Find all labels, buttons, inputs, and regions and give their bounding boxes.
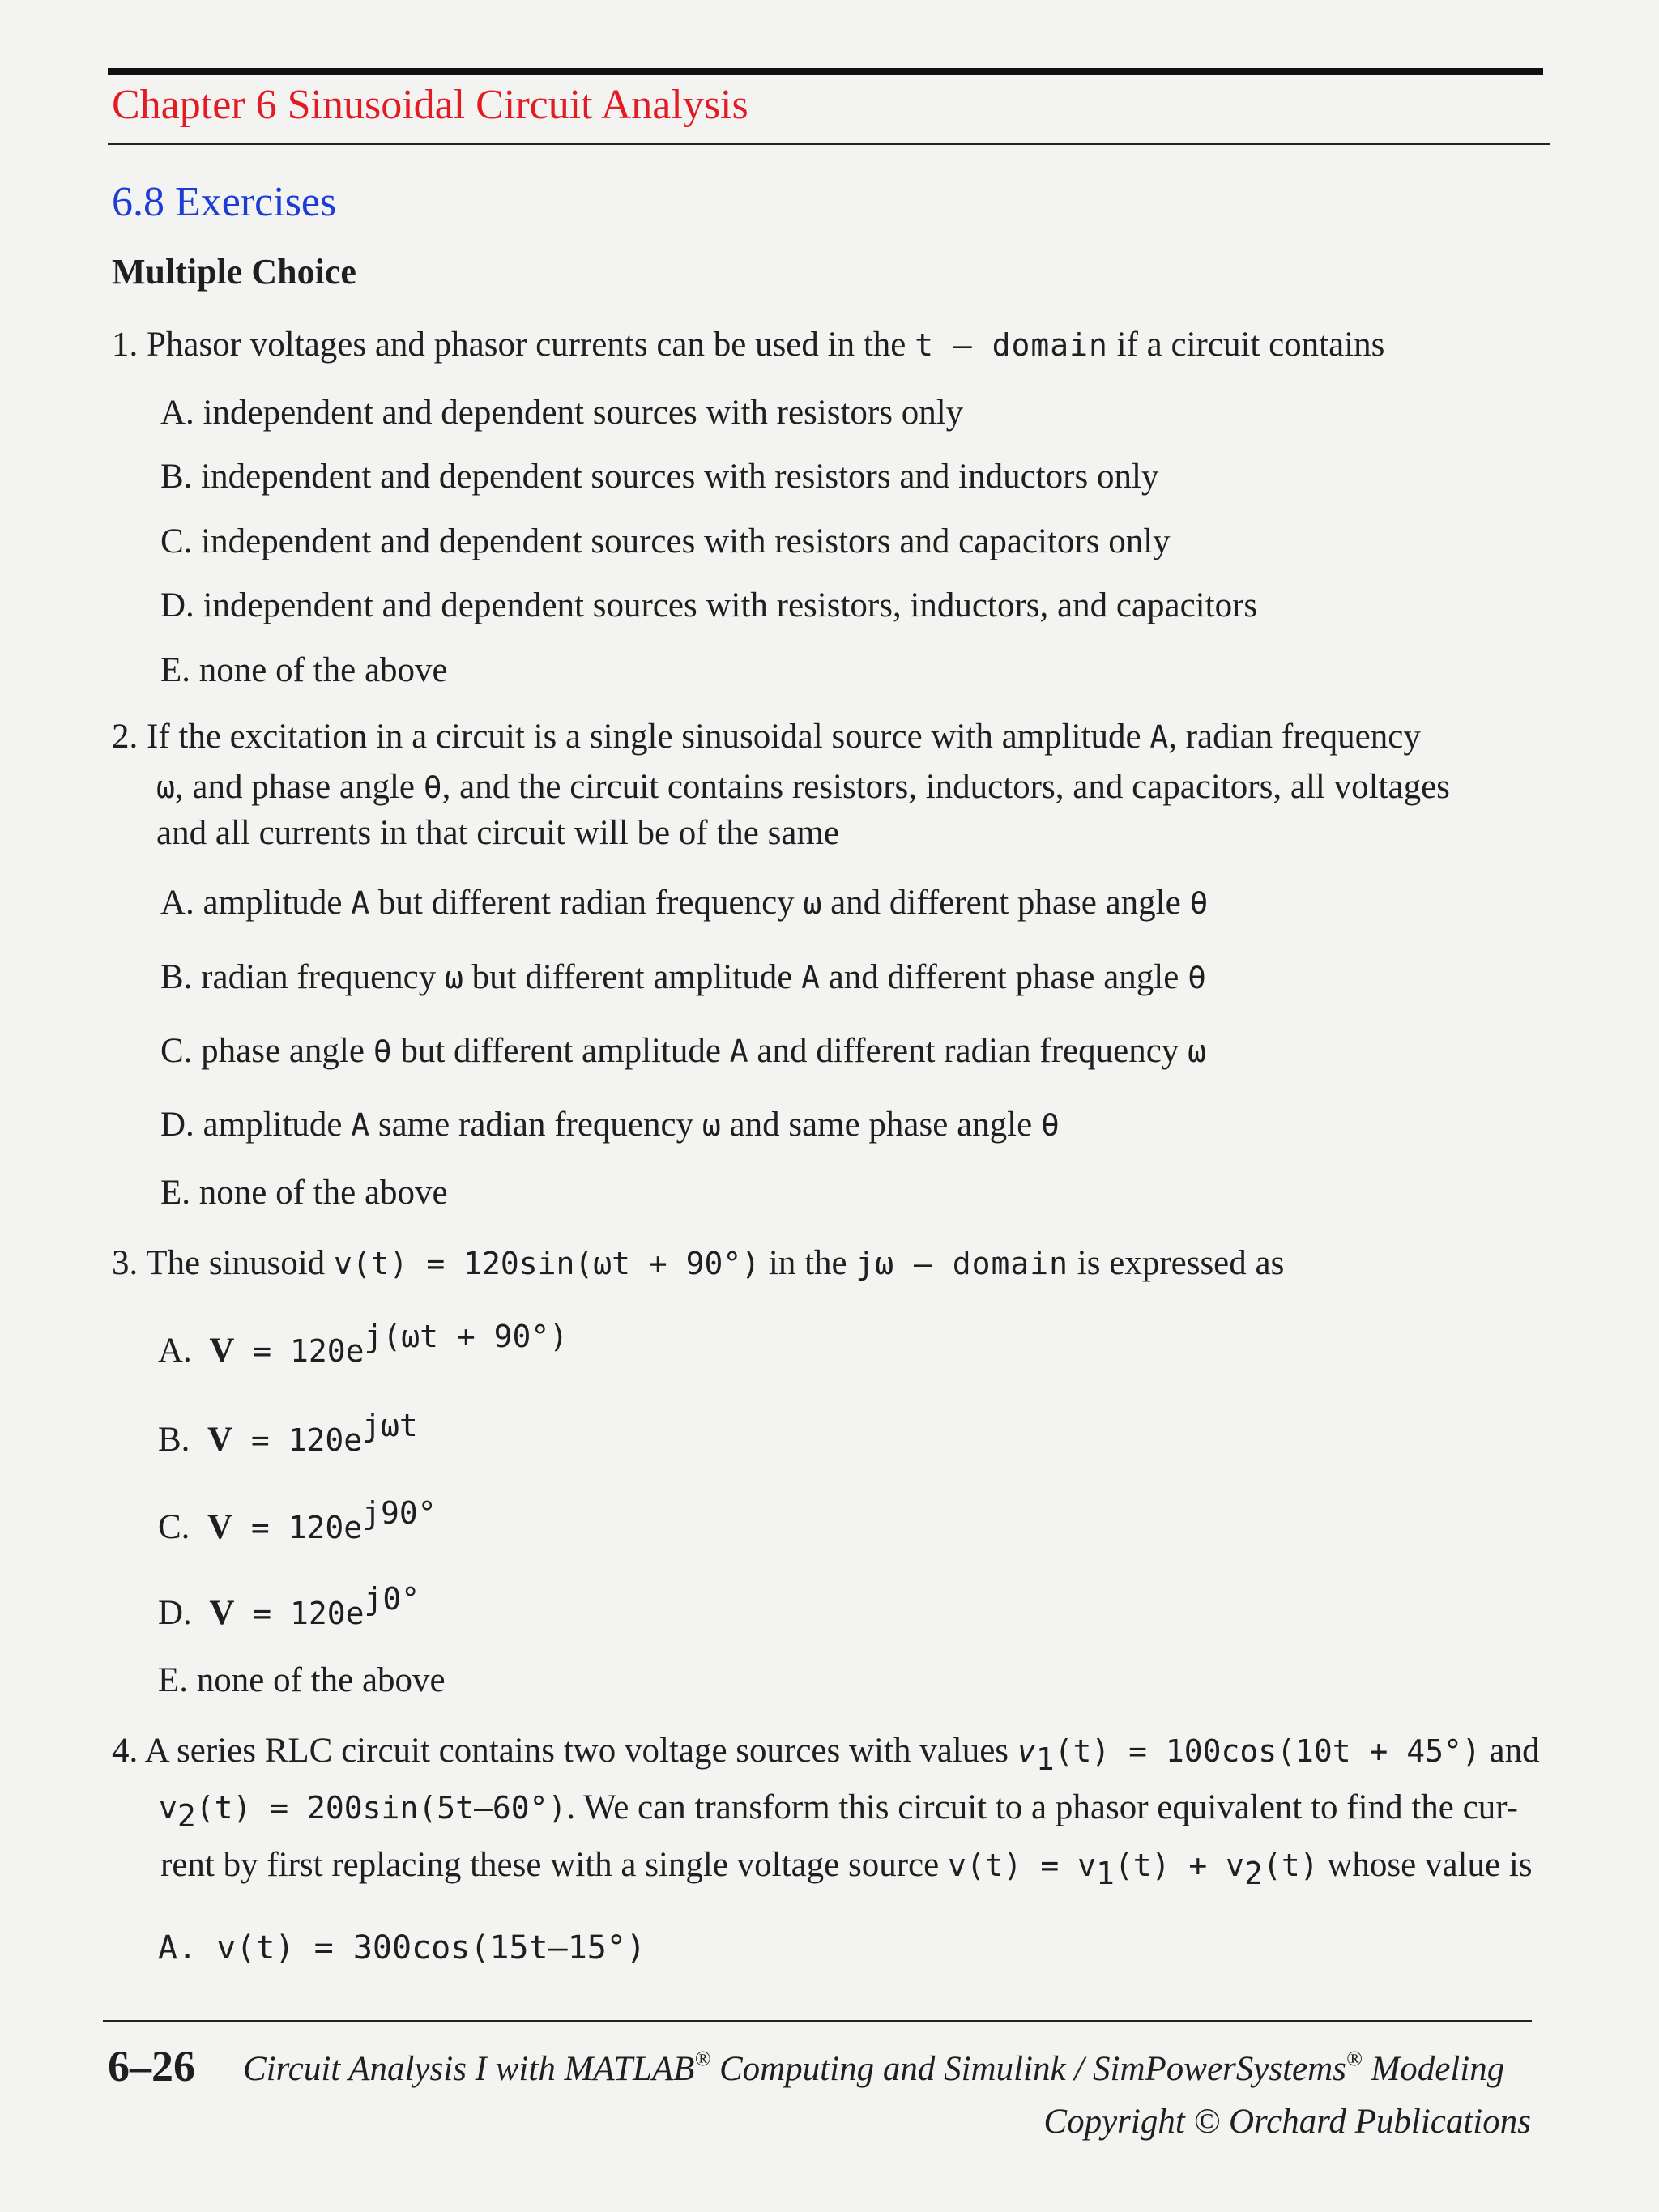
top-rule xyxy=(108,68,1543,75)
book-title: Circuit Analysis I with MATLAB® Computing and Simulink / SimPowerSystems® Modeling xyxy=(243,2047,1505,2088)
q2-number: 2. xyxy=(112,718,139,756)
q2-stem-line3: and all currents in that circuit will be of the same xyxy=(156,814,839,852)
q1-stem: 1. Phasor voltages and phasor currents can be used in the t – domain if a circuit contains xyxy=(112,326,1385,364)
page-number: 6–26 xyxy=(108,2042,195,2091)
q3-option-e: E. none of the above xyxy=(158,1661,446,1699)
q3-option-d: D. $V = 120e^{j0^\circ}$ xyxy=(158,1581,420,1632)
q1-option-b: B. independent and dependent sources with resistors and inductors only xyxy=(160,458,1159,496)
q2-option-a: A. amplitude A but different radian frequency ω and different phase angle θ xyxy=(160,884,1209,922)
q2-stem-line2: ω, and phase angle θ, and the circuit contains resistors, inductors, and capacitors, all voltages xyxy=(156,768,1450,806)
q2-option-d: D. amplitude A same radian frequency ω and same phase angle θ xyxy=(160,1106,1060,1144)
footer-rule xyxy=(103,2020,1532,2022)
q4-number: 4. xyxy=(112,1732,139,1770)
q3-option-a: A. $V = 120e^{j(\omega t + 90^\circ)}$ xyxy=(158,1319,569,1370)
q1-number: 1. xyxy=(112,326,139,364)
q4-stem-line2: $v_2(t) = 200\sin(5t-60^\circ)$. We can transform this circuit to a phasor equivalent to find the cur- xyxy=(159,1788,1518,1834)
q4-stem-line1: 4. A series RLC circuit contains two voltage sources with values $v_1(t) = 100\cos(10t + 45^\circ)$ and xyxy=(112,1732,1540,1777)
chapter-rule xyxy=(108,143,1550,145)
q3-option-c: C. $V = 120e^{j90^\circ}$ xyxy=(158,1495,437,1546)
q4-option-a: A. v(t) = 300cos(15t–15°) xyxy=(158,1929,646,1967)
q2-stem-line1: 2. If the excitation in a circuit is a single sinusoidal source with amplitude A, radian frequency xyxy=(112,718,1421,756)
subsection-title: Multiple Choice xyxy=(112,252,356,292)
q2-option-c: C. phase angle θ but different amplitude A and different radian frequency ω xyxy=(160,1032,1206,1070)
q1-option-e: E. none of the above xyxy=(160,651,448,689)
q3-number: 3. xyxy=(112,1244,139,1282)
q1-option-a: A. independent and dependent sources with resistors only xyxy=(160,394,964,432)
q3-option-b: B. $V = 120e^{j\omega t}$ xyxy=(158,1408,418,1459)
q4-stem-line3: rent by first replacing these with a single voltage source $v(t) = v_1(t) + v_2(t)$ whose value is xyxy=(160,1846,1533,1891)
chapter-title: Chapter 6 Sinusoidal Circuit Analysis xyxy=(112,82,748,128)
q1-option-c: C. independent and dependent sources with resistors and capacitors only xyxy=(160,522,1171,560)
section-title: 6.8 Exercises xyxy=(112,179,337,225)
q2-option-b: B. radian frequency ω but different amplitude A and different phase angle θ xyxy=(160,958,1206,996)
q2-option-e: E. none of the above xyxy=(160,1174,448,1212)
copyright-notice: Copyright © Orchard Publications xyxy=(1043,2103,1531,2141)
q1-option-d: D. independent and dependent sources with resistors, inductors, and capacitors xyxy=(160,586,1258,624)
q3-stem: 3. The sinusoid v(t) = 120sin(ωt + 90°) in the jω – domain is expressed as xyxy=(112,1244,1285,1282)
